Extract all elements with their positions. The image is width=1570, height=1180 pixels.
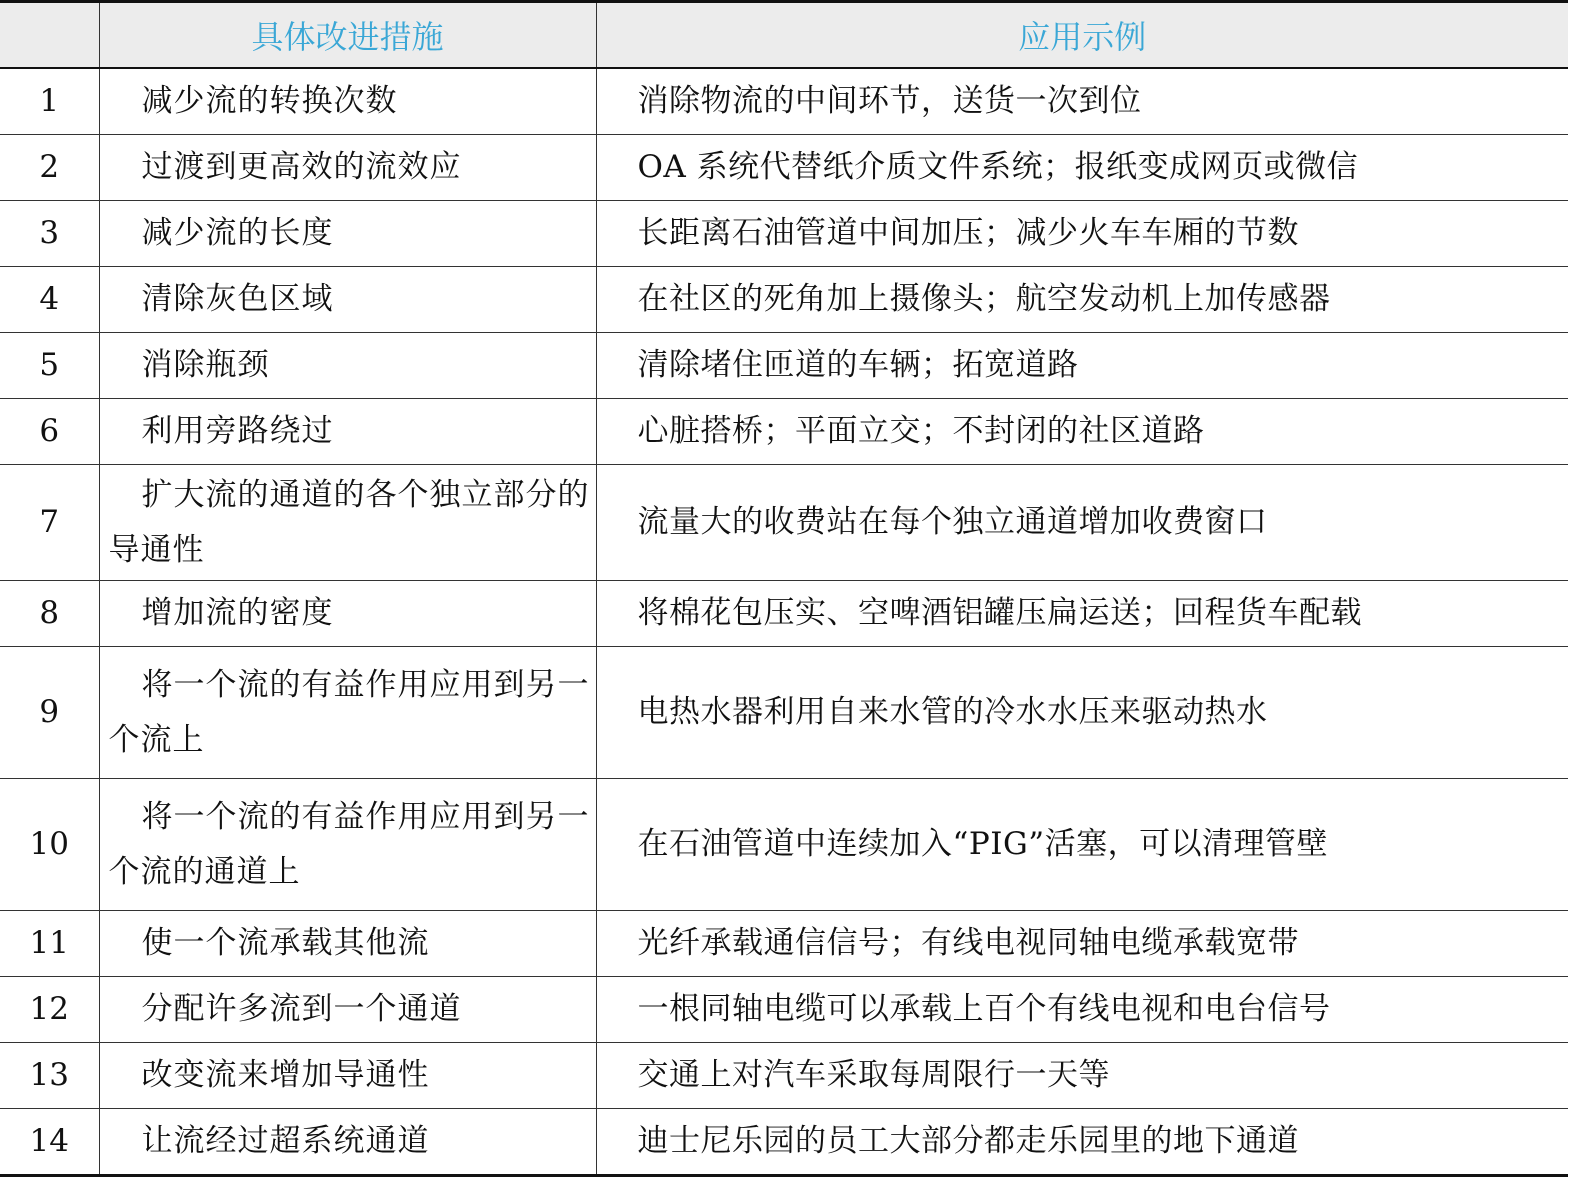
example-cell: 将棉花包压实、空啤酒铝罐压扁运送；回程货车配载 [596,581,1568,647]
measure-cell: 减少流的长度 [99,201,596,267]
row-number: 3 [0,201,99,267]
table-row [0,1043,1568,1109]
table-row [0,135,1568,201]
table-row [0,1109,1568,1176]
measure-cell: 过渡到更高效的流效应 [99,135,596,201]
measure-cell: 扩大流的通道的各个独立部分的导通性 [99,465,596,581]
example-cell: 迪士尼乐园的员工大部分都走乐园里的地下通道 [596,1109,1568,1176]
example-cell: 清除堵住匝道的车辆；拓宽道路 [596,333,1568,399]
example-cell: 交通上对汽车采取每周限行一天等 [596,1043,1568,1109]
row-number: 4 [0,267,99,333]
measure-cell: 清除灰色区域 [99,267,596,333]
row-number: 5 [0,333,99,399]
row-number: 8 [0,581,99,647]
example-cell: OA 系统代替纸介质文件系统；报纸变成网页或微信 [596,135,1568,201]
example-cell: 在石油管道中连续加入“PIG”活塞，可以清理管壁 [596,779,1568,911]
measure-cell: 减少流的转换次数 [99,68,596,135]
measure-cell: 将一个流的有益作用应用到另一个流的通道上 [99,779,596,911]
example-cell: 电热水器利用自来水管的冷水水压来驱动热水 [596,647,1568,779]
measure-cell: 利用旁路绕过 [99,399,596,465]
example-cell: 光纤承载通信信号；有线电视同轴电缆承载宽带 [596,911,1568,977]
table-row [0,399,1568,465]
example-cell: 心脏搭桥；平面立交；不封闭的社区道路 [596,399,1568,465]
row-number: 7 [0,465,99,581]
row-number: 10 [0,779,99,911]
example-cell: 消除物流的中间环节，送货一次到位 [596,68,1568,135]
example-cell: 流量大的收费站在每个独立通道增加收费窗口 [596,465,1568,581]
table-row [0,68,1568,135]
table-body [0,68,1568,1176]
table-row [0,911,1568,977]
row-number: 1 [0,68,99,135]
row-number: 12 [0,977,99,1043]
table-row [0,267,1568,333]
header-example: 应用示例 [596,2,1568,69]
table-row [0,581,1568,647]
table-row [0,333,1568,399]
measure-cell: 使一个流承载其他流 [99,911,596,977]
table-row [0,779,1568,911]
measure-cell: 改变流来增加导通性 [99,1043,596,1109]
table-row [0,977,1568,1043]
row-number: 14 [0,1109,99,1176]
table-row [0,465,1568,581]
row-number: 2 [0,135,99,201]
example-cell: 在社区的死角加上摄像头；航空发动机上加传感器 [596,267,1568,333]
example-cell: 长距离石油管道中间加压；减少火车车厢的节数 [596,201,1568,267]
measure-cell: 让流经过超系统通道 [99,1109,596,1176]
measure-cell: 增加流的密度 [99,581,596,647]
example-cell: 一根同轴电缆可以承载上百个有线电视和电台信号 [596,977,1568,1043]
header-measure: 具体改进措施 [99,2,596,69]
table-header [0,2,1568,69]
table-row [0,647,1568,779]
measure-cell: 消除瓶颈 [99,333,596,399]
header-number [0,2,99,69]
row-number: 9 [0,647,99,779]
header-row [0,2,1568,69]
row-number: 6 [0,399,99,465]
measure-cell: 分配许多流到一个通道 [99,977,596,1043]
row-number: 13 [0,1043,99,1109]
row-number: 11 [0,911,99,977]
measure-cell: 将一个流的有益作用应用到另一个流上 [99,647,596,779]
table-row [0,201,1568,267]
